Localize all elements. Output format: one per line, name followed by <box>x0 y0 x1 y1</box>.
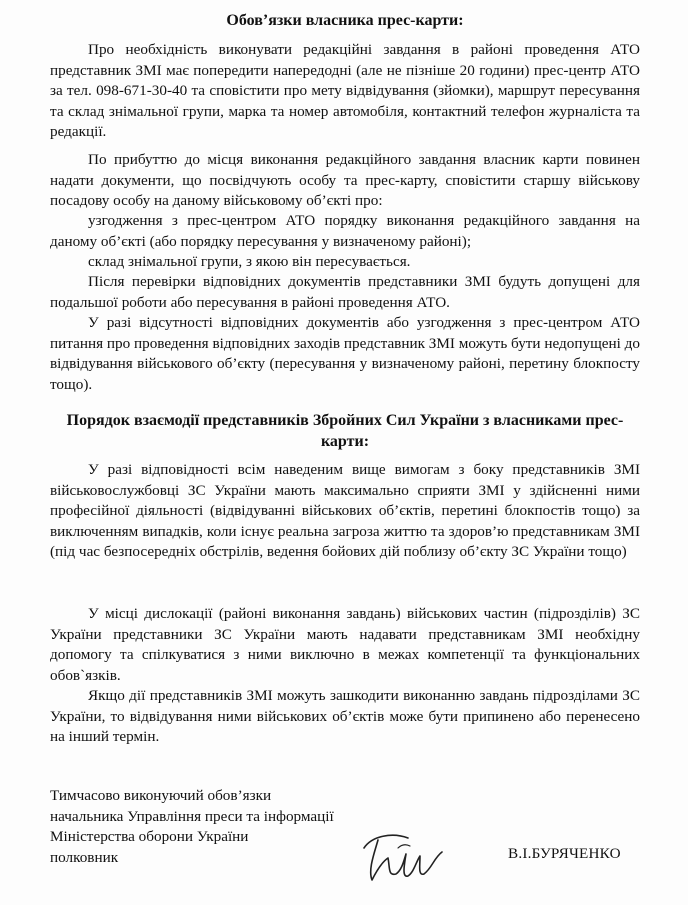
section1-paragraph-1: Про необхідність виконувати редакційні завдання в районі проведення АТО представник ЗМІ має попередити напередодні (але не пізніше 20 години) прес-центр АТО за тел. 098-671-30-40 та сповістити про мету відвідування (зйомки), маршрут пересування та склад знімальної групи, марка та номер автомобіля, контактний телефон журналіста та редакції. <box>50 41 640 141</box>
section1-paragraph-6: У разі відсутності відповідних документів або узгодження з прес-центром АТО питання про проведення відповідних заходів представник ЗМІ можуть бути недопущені до відвідування військового об’єкту (пересування у визначеному районі, перетину блокпосту тощо). <box>50 314 640 393</box>
section2-paragraph-2: У місці дислокації (районі виконання завдань) військових частин (підрозділів) ЗС України представники ЗС України мають надавати представникам ЗМІ необхідну допомогу та спілкуватися з ними виключно в межах компетенції та функціональних обов`язків. <box>50 605 640 684</box>
section1-paragraph-5: Після перевірки відповідних документів представники ЗМІ будуть допущені для подальшої роботи або пересування в районі проведення АТО. <box>50 273 640 311</box>
handwritten-signature <box>358 818 454 888</box>
section1-paragraph-3: узгодження з прес-центром АТО порядку виконання редакційного завдання на даному об’єкті (або порядку пересування у визначеному районі); <box>50 212 640 250</box>
section1-paragraph-4: склад знімальної групи, з якою він пересувається. <box>88 253 411 270</box>
section1-heading: Обов’язки власника прес-карти: <box>226 12 464 29</box>
section1-paragraph-2: По прибуттю до місця виконання редакційного завдання власник карти повинен надати документи, що посвідчують особу та прес-карту, сповістити старшу військову посадову особу на даному військовому об’єкті про: <box>50 151 640 210</box>
signatory-title-line-2: начальника Управління преси та інформації <box>50 807 334 825</box>
signatory-title-line-1: Тимчасово виконуючий обов’язки <box>50 787 272 804</box>
section2-heading: Порядок взаємодії представників Збройних Сил України з власниками прес-карти: <box>66 412 624 450</box>
signatory-rank: полковник <box>50 848 119 866</box>
section2-paragraph-1: У разі відповідності всім наведеним вище вимогам з боку представників ЗМІ військовослужбовці ЗС України мають максимально сприяти ЗМІ у здійсненні ними професійної діяльності (відвідуванні військових об’єктів, перетині блокпостів тощо) за виключенням випадків, коли існує реальна загроза життю та здоров’ю представникам ЗМІ (під час безпосередніх обстрілів, ведення бойових дій поблизу об’єкту ЗС України тощо) <box>50 461 640 561</box>
signatory-title-block <box>50 786 380 868</box>
signer-name: В.І.БУРЯЧЕНКО <box>508 845 621 862</box>
section2-paragraph-3: Якщо дії представників ЗМІ можуть зашкодити виконанню завдань підрозділами ЗС України, то відвідування ними військових об’єктів може бути припинено або перенесено на інший термін. <box>50 687 640 746</box>
signatory-title-line-3: Міністерства оборони України <box>50 828 249 846</box>
